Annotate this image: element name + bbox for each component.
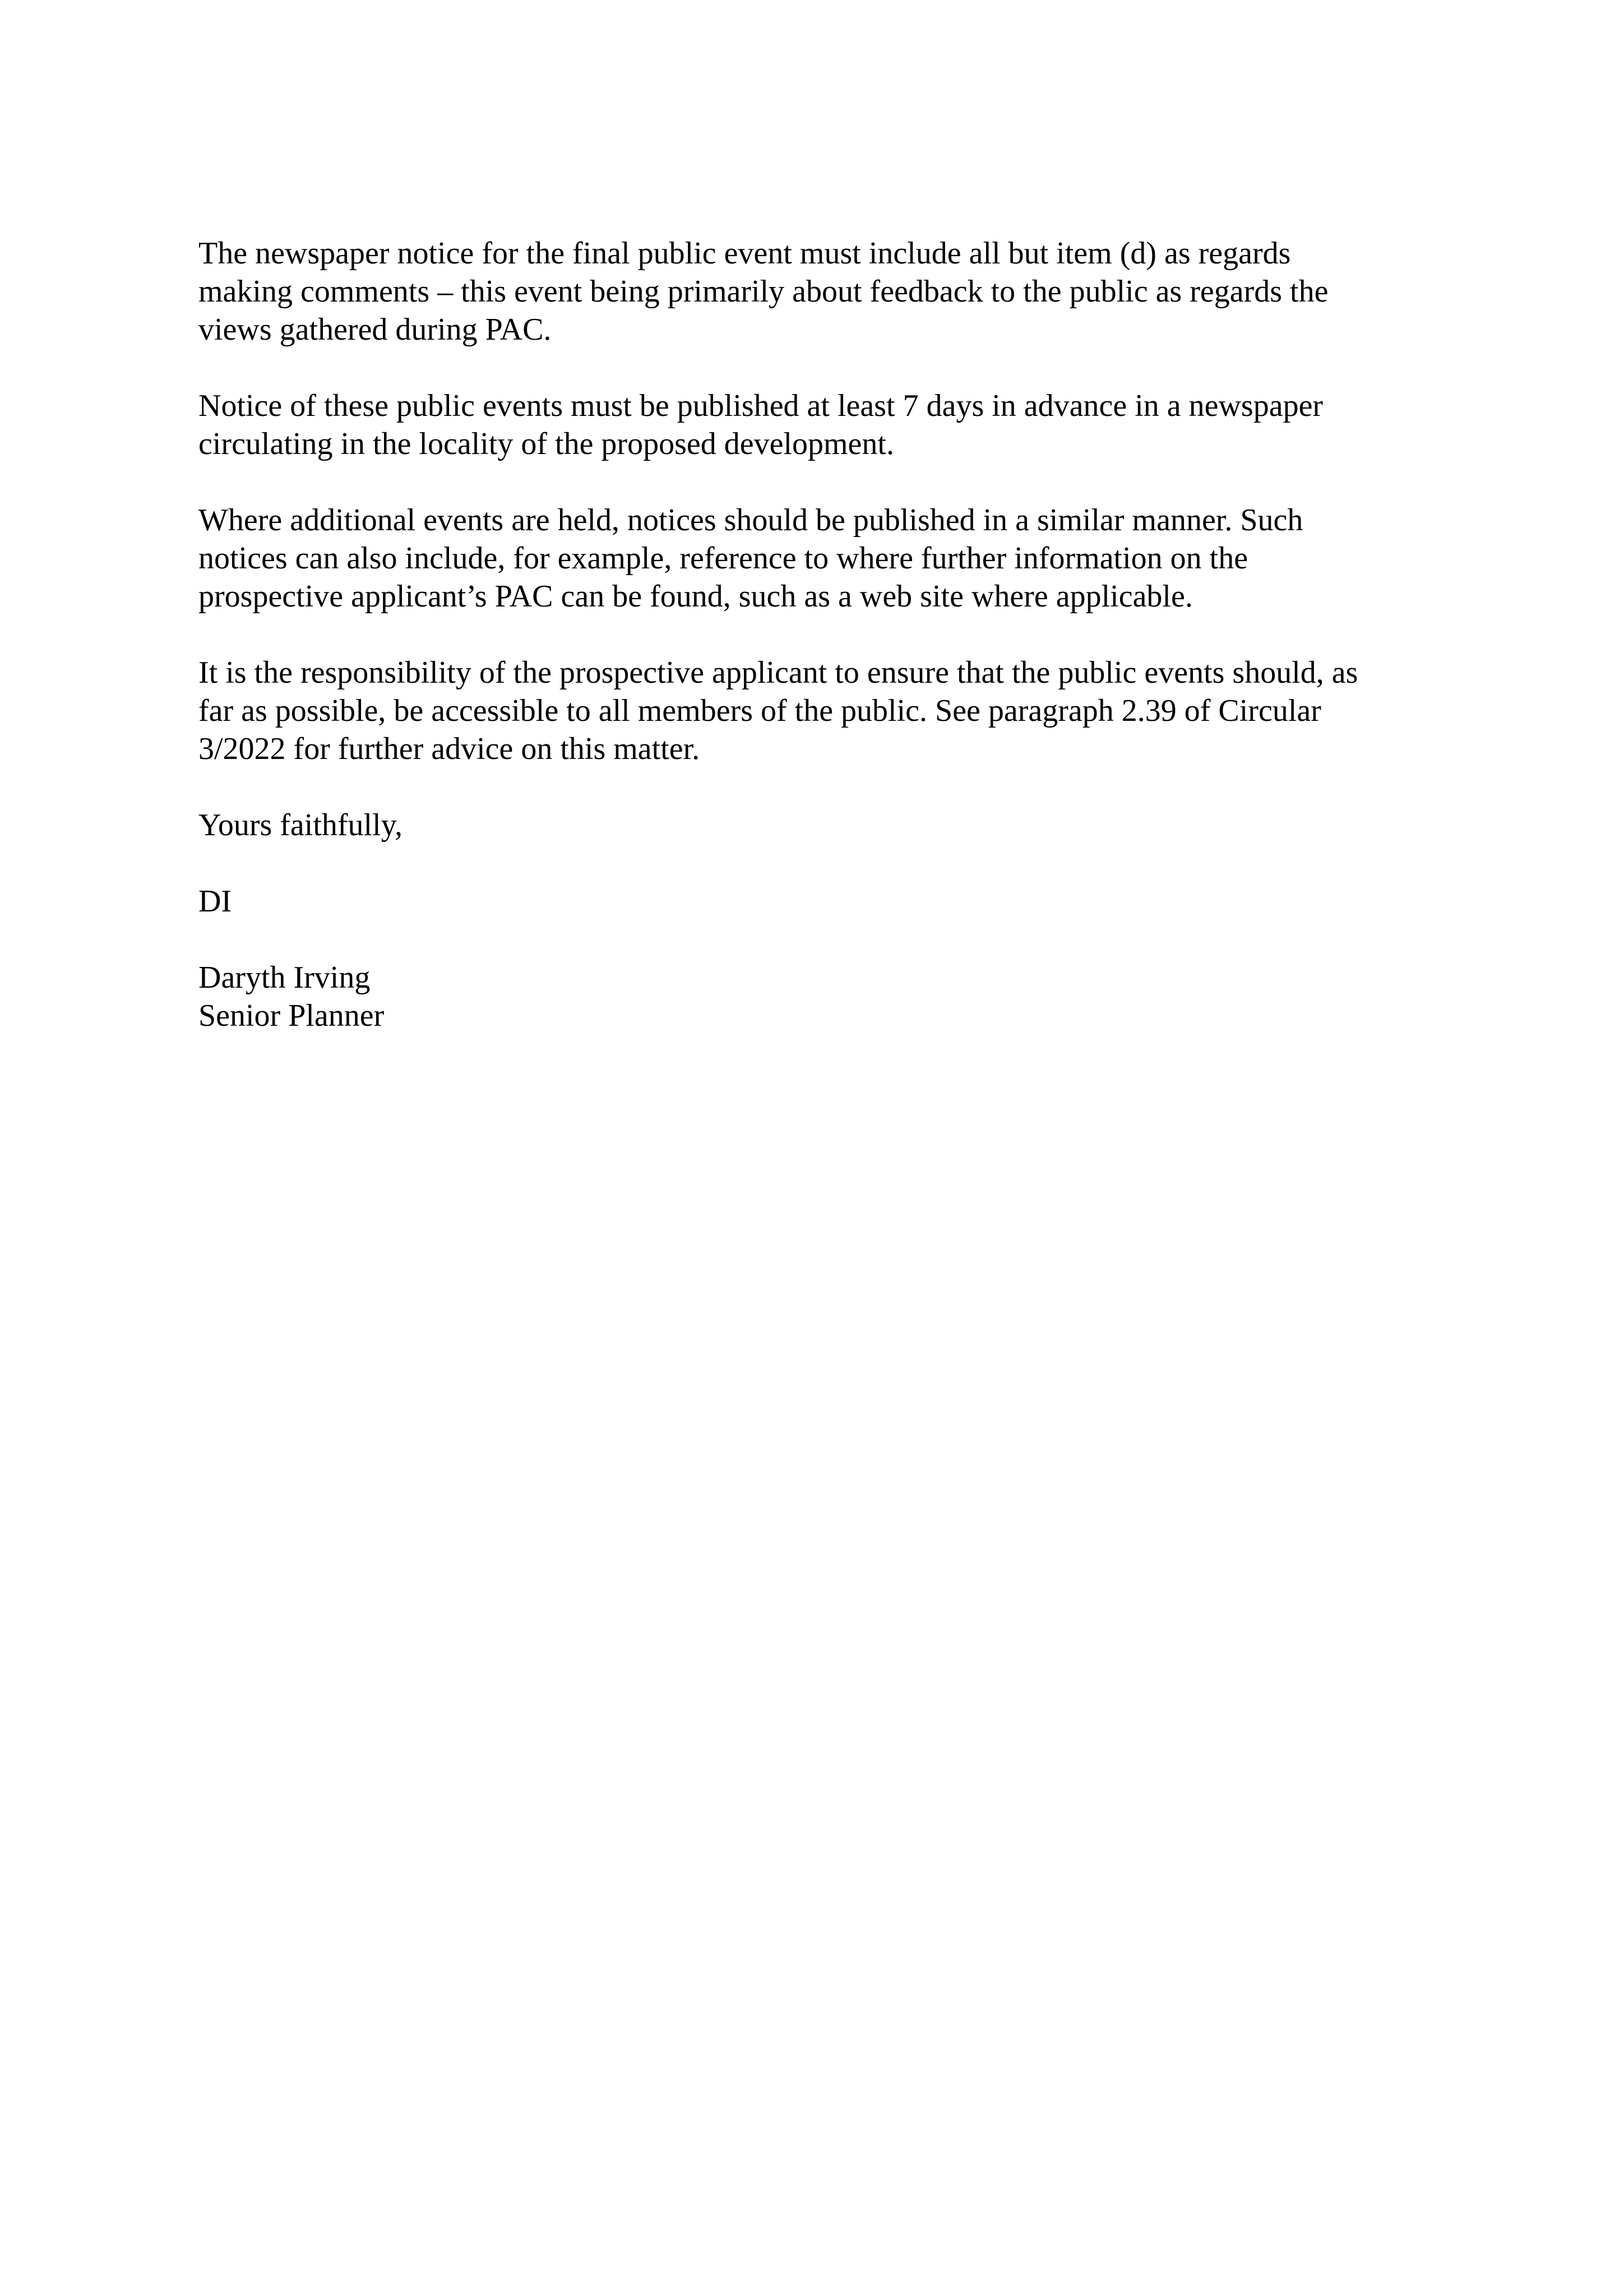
paragraph-accessibility: It is the responsibility of the prospective applicant to ensure that the public events should, as far as possible, be accessible to all members of the public. See paragraph 2.39 of Circular 3/2022 for further advice on this matter. <box>198 655 1358 766</box>
paragraph-additional-events: Where additional events are held, notices should be published in a similar manner. Such notices can also include, for example, reference to where further information on the prospective applicant’s PAC can be found, such as a web site where applicable. <box>198 503 1303 614</box>
paragraph-notice-publication: Notice of these public events must be published at least 7 days in advance in a newspaper circulating in the locality of the proposed development. <box>198 388 1324 461</box>
paragraph-final-event-notice: The newspaper notice for the final public event must include all but item (d) as regards making comments – this event being primarily about feedback to the public as regards the views gathered during PAC. <box>198 236 1329 347</box>
closing-salutation: Yours faithfully, <box>198 808 403 843</box>
signature-initials: DI <box>198 884 232 919</box>
signatory-title: Senior Planner <box>198 998 385 1033</box>
signatory-name: Daryth Irving <box>198 960 371 995</box>
letter-body <box>198 234 1454 1035</box>
